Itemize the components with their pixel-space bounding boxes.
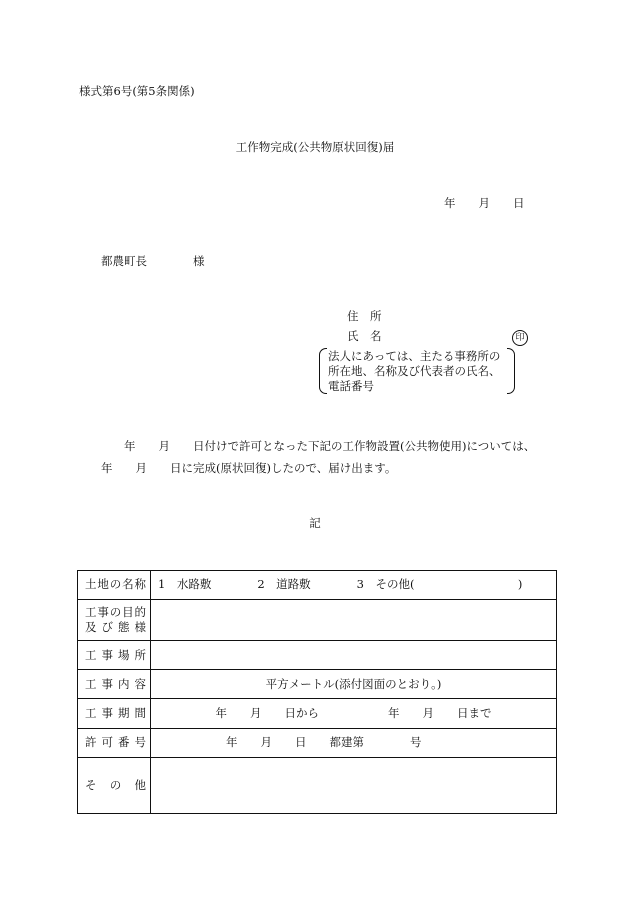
permit-value-cell[interactable] [151, 728, 557, 757]
site-label-cell [78, 641, 151, 670]
period-value: 年 月 日から 年 月 日まで [215, 705, 492, 720]
period-value-cell[interactable] [151, 699, 557, 728]
permit-value: 年 月 日 都建第 号 [226, 734, 422, 749]
permit-label: 許 可 番 号 [85, 734, 146, 749]
content-value: 平方メートル(添付図面のとおり。) [265, 676, 442, 691]
purpose-label-1: 工 事 の 目 的 [85, 604, 146, 619]
name-label: 氏 名 [347, 329, 382, 343]
table-row-period [78, 699, 557, 728]
other-label-cell [78, 757, 151, 813]
ki-heading: 記 [309, 516, 321, 530]
land-value-cell[interactable] [151, 571, 557, 600]
note-line-2: 所在地、名称及び代表者の氏名、 [328, 364, 501, 378]
details-table [77, 570, 557, 814]
table-row-purpose [78, 600, 557, 641]
permit-label-cell [78, 728, 151, 757]
site-value-cell[interactable] [151, 641, 557, 670]
form-number: 様式第6号(第5条関係) [79, 84, 195, 98]
table-row-land [78, 571, 557, 600]
date-line: 年 月 日 [444, 196, 525, 210]
other-label: そ の 他 [85, 777, 146, 792]
content-label-cell [78, 670, 151, 699]
note-line-3: 電話番号 [328, 379, 374, 393]
table-row-permit [78, 728, 557, 757]
period-label: 工 事 期 間 [85, 705, 146, 720]
addressee: 都農町長 様 [101, 254, 205, 268]
body-text-line-1: 年 月 日付けで許可となった下記の工作物設置(公共物使用)については、 [124, 439, 536, 453]
site-label: 工 事 場 所 [85, 647, 146, 662]
land-label-cell [78, 571, 151, 600]
purpose-label-2: 及 び 態 様 [85, 620, 146, 635]
purpose-label-cell [78, 600, 151, 641]
table-row-content [78, 670, 557, 699]
other-value-cell[interactable] [151, 757, 557, 813]
document-title: 工作物完成(公共物原状回復)届 [235, 140, 395, 154]
seal-mark: 印 [512, 330, 528, 346]
corporate-note [319, 348, 515, 394]
content-value-cell[interactable] [151, 670, 557, 699]
content-label: 工 事 内 容 [85, 676, 146, 691]
note-line-1: 法人にあっては、主たる事務所の [328, 349, 501, 363]
table-row-site [78, 641, 557, 670]
purpose-value-cell[interactable] [151, 600, 557, 641]
period-label-cell [78, 699, 151, 728]
body-text-line-2: 年 月 日に完成(原状回復)したので、届け出ます。 [101, 461, 397, 475]
land-value: 1 水路敷 2 道路敷 3 その他( ) [158, 577, 523, 592]
address-label: 住 所 [347, 309, 382, 323]
table-row-other [78, 757, 557, 813]
left-bracket [319, 348, 327, 394]
land-label: 土 地 の 名 称 [85, 577, 146, 592]
